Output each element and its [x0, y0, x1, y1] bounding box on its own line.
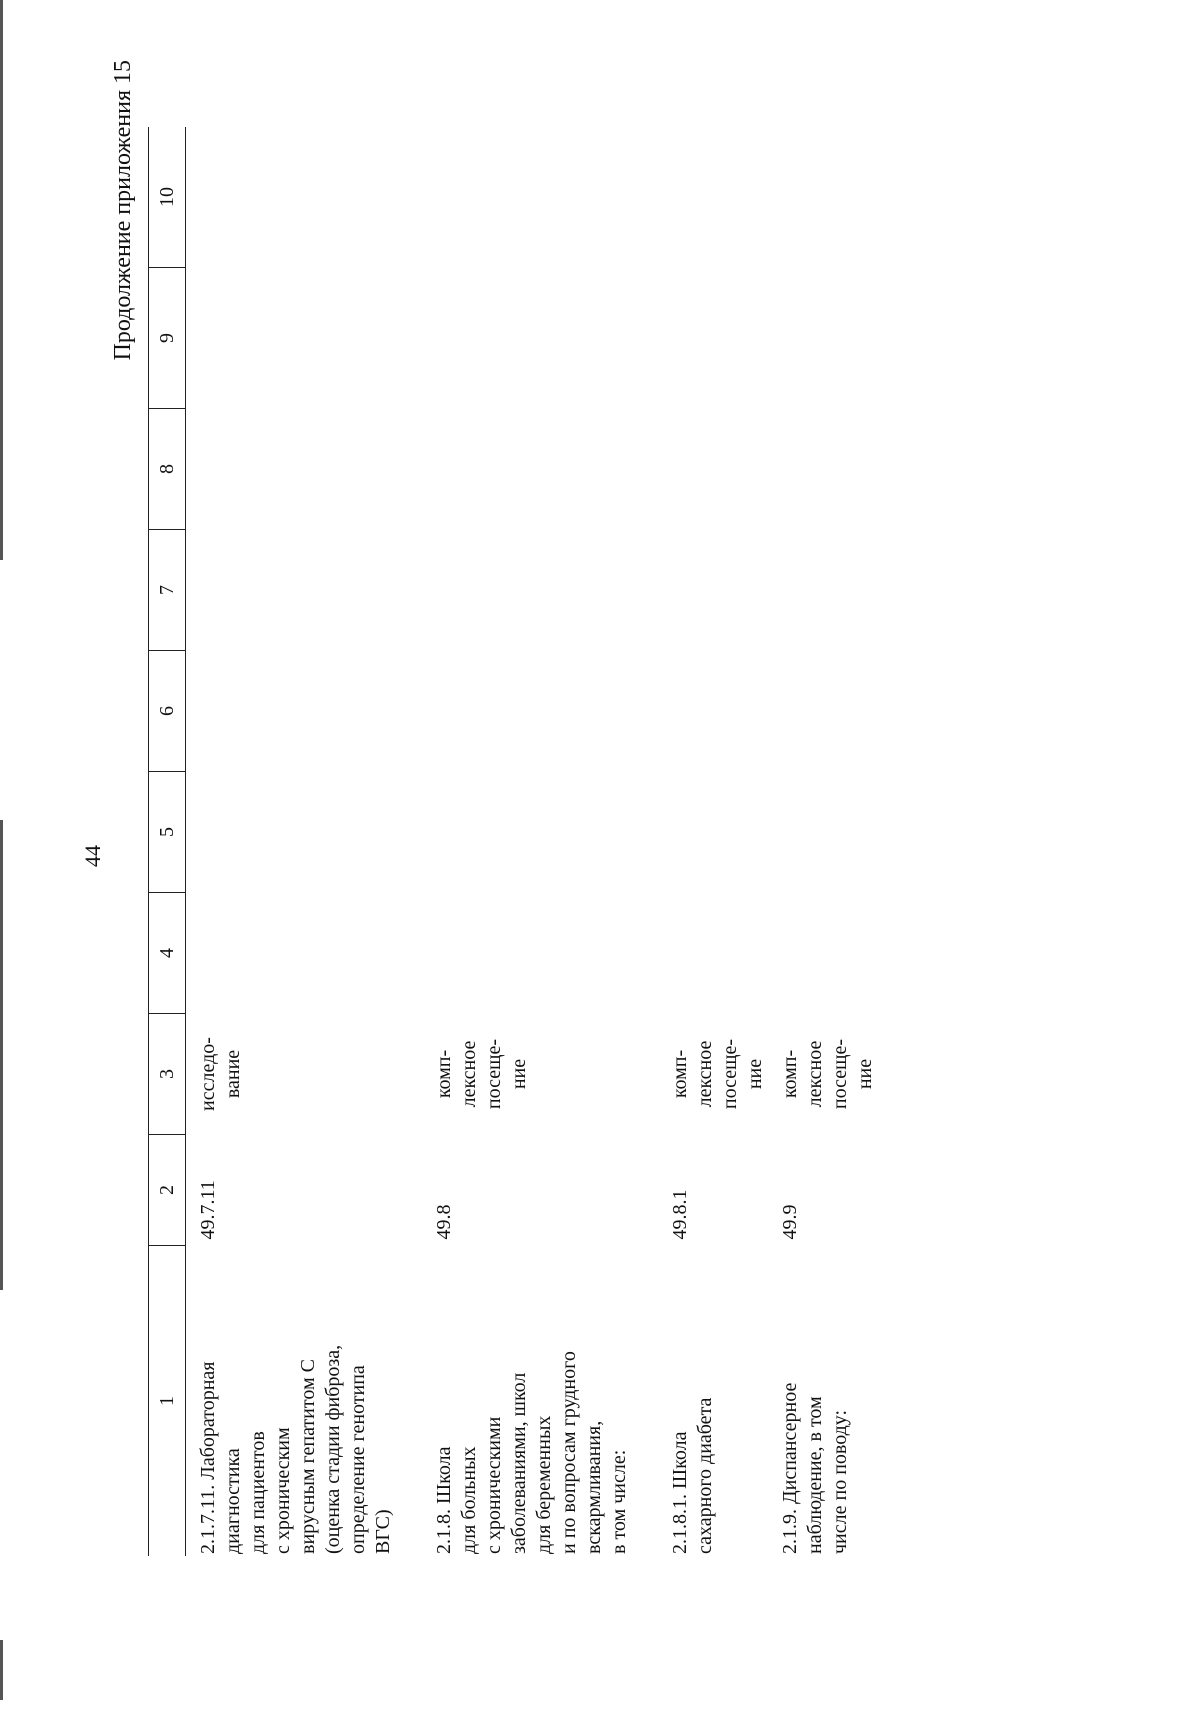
- column-number: 2: [149, 1135, 186, 1246]
- empty-cell: [658, 268, 768, 409]
- column-number: 9: [149, 268, 186, 409]
- row-unit-line: посеще-: [719, 1038, 741, 1110]
- row-name-line: наблюдение, в том: [804, 1396, 826, 1554]
- row-unit-cell: [768, 1014, 879, 1135]
- row-unit-line: посеще-: [483, 1038, 505, 1110]
- empty-cell: [186, 530, 423, 651]
- row-name-line: с хроническими: [483, 1416, 505, 1554]
- row-name-line: для больных: [458, 1446, 480, 1554]
- empty-cell: [658, 651, 768, 772]
- empty-cell: [186, 409, 423, 530]
- row-unit-line: лексное: [694, 1040, 716, 1108]
- empty-cell: [658, 772, 768, 893]
- column-number: 5: [149, 772, 186, 893]
- empty-cell: [768, 127, 879, 268]
- row-name-cell: [768, 1246, 879, 1557]
- column-number: 4: [149, 893, 186, 1014]
- row-unit-line: ние: [744, 1058, 766, 1090]
- empty-cell: [422, 127, 658, 268]
- row-name-line: вирусным гепатитом С: [297, 1359, 319, 1554]
- empty-cell: [658, 893, 768, 1014]
- row-name-cell: [658, 1246, 768, 1557]
- row-name-line: 2.1.9. Диспансерное: [779, 1382, 801, 1554]
- column-number: 10: [149, 127, 186, 268]
- row-unit-cell: [658, 1014, 768, 1135]
- empty-cell: [658, 530, 768, 651]
- empty-cell: [422, 409, 658, 530]
- row-unit-line: вание: [222, 1049, 244, 1099]
- row-unit-cell: [422, 1014, 658, 1135]
- empty-cell: [186, 127, 423, 268]
- empty-cell: [768, 651, 879, 772]
- row-unit-line: ние: [854, 1058, 876, 1090]
- row-name-cell: [186, 1246, 423, 1557]
- empty-cell: [768, 893, 879, 1014]
- row-name-line: для пациентов: [247, 1431, 269, 1554]
- row-unit-line: лексное: [804, 1040, 826, 1108]
- row-name-line: числе по поводу:: [829, 1409, 851, 1554]
- column-number: 3: [149, 1014, 186, 1135]
- column-number: 6: [149, 651, 186, 772]
- data-table: [148, 136, 879, 1556]
- empty-cell: [186, 893, 423, 1014]
- empty-cell: [768, 530, 879, 651]
- empty-cell: [422, 893, 658, 1014]
- row-name-line: сахарного диабета: [694, 1397, 716, 1554]
- column-number: 8: [149, 409, 186, 530]
- row-code-cell: 49.9: [779, 1204, 801, 1240]
- continuation-note: Продолжение приложения 15: [110, 60, 136, 361]
- column-number: 7: [149, 530, 186, 651]
- empty-cell: [186, 772, 423, 893]
- row-unit-line: лексное: [458, 1040, 480, 1108]
- empty-cell: [422, 268, 658, 409]
- row-name-line: для беременных: [533, 1415, 555, 1554]
- empty-cell: [186, 268, 423, 409]
- row-unit-line: комп-: [669, 1049, 691, 1099]
- table-row: [186, 127, 423, 1556]
- row-name-line: с хроническим: [272, 1427, 294, 1554]
- row-unit-line: комп-: [433, 1049, 455, 1099]
- empty-cell: [186, 651, 423, 772]
- row-name-line: 2.1.8. Школа: [433, 1446, 455, 1554]
- row-unit-line: ние: [508, 1058, 530, 1090]
- row-name-cell: [422, 1246, 658, 1557]
- empty-cell: [658, 127, 768, 268]
- empty-cell: [768, 772, 879, 893]
- row-unit-line: посеще-: [829, 1038, 851, 1110]
- empty-cell: [422, 651, 658, 772]
- row-name-line: 2.1.7.11. Лабораторная: [197, 1361, 219, 1554]
- row-name-line: определение генотипа: [347, 1365, 369, 1554]
- row-name-line: ВГС): [372, 1509, 394, 1554]
- row-unit-line: исследо-: [197, 1037, 219, 1111]
- row-code-cell: 49.8: [433, 1204, 455, 1240]
- row-name-line: в том числе:: [608, 1449, 630, 1554]
- row-name-line: заболеваниями, школ: [508, 1372, 530, 1554]
- table-row: [422, 127, 658, 1556]
- row-code-cell: 49.7.11: [197, 1180, 219, 1240]
- empty-cell: [768, 268, 879, 409]
- row-name-line: диагностика: [222, 1448, 244, 1554]
- empty-cell: [422, 772, 658, 893]
- row-name-line: 2.1.8.1. Школа: [669, 1431, 691, 1554]
- table-row: [768, 127, 879, 1556]
- empty-cell: [658, 409, 768, 530]
- empty-cell: [768, 409, 879, 530]
- row-unit-line: комп-: [779, 1049, 801, 1099]
- empty-cell: [422, 530, 658, 651]
- row-name-line: и по вопросам грудного: [558, 1351, 580, 1554]
- table-row: [658, 127, 768, 1556]
- row-name-line: (оценка стадии фиброза,: [322, 1344, 344, 1554]
- column-number: 1: [149, 1246, 186, 1557]
- row-name-line: вскармливания,: [583, 1420, 605, 1554]
- column-number-row: [149, 127, 186, 1556]
- row-code-cell: 49.8.1: [669, 1189, 691, 1240]
- page-number: 44: [80, 845, 105, 867]
- row-unit-cell: [186, 1014, 423, 1135]
